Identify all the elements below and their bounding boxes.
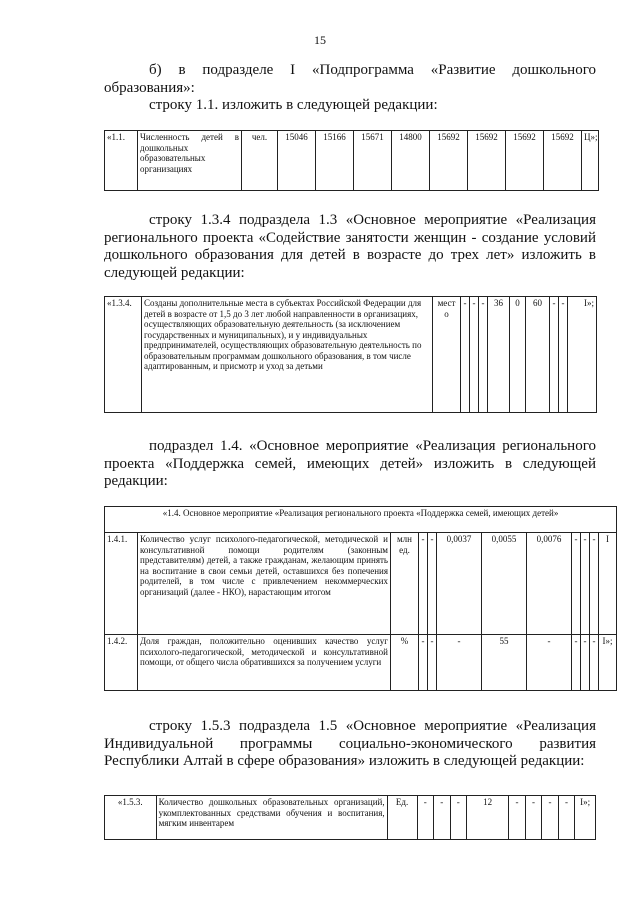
value-cell: - xyxy=(525,796,542,840)
text-line: подраздел 1.4. «Основное мероприятие «Реализация регионального xyxy=(149,438,596,454)
row-end-mark: I»; xyxy=(568,297,597,413)
value-cell: - xyxy=(428,635,437,691)
unit: % xyxy=(391,635,419,691)
value-cell: - xyxy=(419,635,428,691)
value-cell: - xyxy=(450,796,467,840)
value-cell: - xyxy=(527,635,572,691)
value-cell: - xyxy=(581,635,590,691)
table-row-1-3-4 xyxy=(104,296,597,413)
value-cell: 60 xyxy=(526,297,550,413)
value-cell: 15671 xyxy=(354,131,392,191)
indicator-name: Численность детей в дошкольных образовательных организациях xyxy=(138,131,242,191)
value-cell: 15692 xyxy=(468,131,506,191)
value-cell: 0,0076 xyxy=(527,533,572,635)
value-cell: - xyxy=(479,297,488,413)
value-cell: - xyxy=(590,635,599,691)
page-number: 15 xyxy=(314,33,326,47)
value-cell: 0,0037 xyxy=(437,533,482,635)
value-cell: - xyxy=(550,297,559,413)
value-cell: - xyxy=(590,533,599,635)
value-cell: - xyxy=(428,533,437,635)
value-cell: 15046 xyxy=(278,131,316,191)
value-cell: 0 xyxy=(510,297,526,413)
value-cell: - xyxy=(417,796,434,840)
value-cell: - xyxy=(461,297,470,413)
paragraph-row-1-3-4 xyxy=(104,212,596,282)
value-cell: 0,0055 xyxy=(482,533,527,635)
row-number: 1.4.1. xyxy=(105,533,138,635)
value-cell: - xyxy=(437,635,482,691)
value-cell: - xyxy=(558,796,575,840)
indicator-name: Созданы дополнительные места в субъектах Российской Федерации для детей в возрасте от 1,5 до 3 лет любой направленности в организациях, осуществляющих образовательную деятельность (за исключением государственных и муниципальных), и у индивидуальных предпринимателей, осуществляющих образовательную деятельность по образовательным программам дошкольного образования, в том числе адаптированным, и присмотр и уход за детьми xyxy=(142,297,433,413)
indicator-name: Количество услуг психолого-педагогической, методической и консультативной помощи родителям (законным представителям) детей, а также гражданам, желающим принять на воспитание в свои семьи детей, оставшихся без попечения родителей, в том числе с привлечением некоммерческих организаций (далее - НКО), нарастающим итогом xyxy=(138,533,391,635)
value-cell: 12 xyxy=(467,796,509,840)
value-cell: 14800 xyxy=(392,131,430,191)
row-number: «1.3.4. xyxy=(105,297,142,413)
value-cell: 15692 xyxy=(544,131,582,191)
text-line: строку 1.3.4 подраздела 1.3 «Основное мероприятие «Реализация xyxy=(149,212,596,228)
value-cell: - xyxy=(419,533,428,635)
value-cell: 36 xyxy=(488,297,510,413)
row-end-mark: Ц»; xyxy=(582,131,599,191)
value-cell: 15692 xyxy=(430,131,468,191)
unit: млн ед. xyxy=(391,533,419,635)
value-cell: - xyxy=(572,635,581,691)
value-cell: - xyxy=(572,533,581,635)
text-line: регионального проекта «Содействие занятости женщин - создание условий xyxy=(104,229,596,246)
value-cell: 15692 xyxy=(506,131,544,191)
value-cell: - xyxy=(434,796,451,840)
text-line: дошкольного образования для детей в возрасте до трех лет» изложить в xyxy=(104,247,596,263)
value-cell: 15166 xyxy=(316,131,354,191)
value-cell: - xyxy=(509,796,526,840)
text-line: редакции: xyxy=(104,473,168,489)
paragraph-subsection-b xyxy=(104,62,596,115)
unit: чел. xyxy=(242,131,278,191)
value-cell: - xyxy=(470,297,479,413)
row-number: «1.5.3. xyxy=(105,796,157,840)
text-line: Индивидуальной программы социально-экономического развития xyxy=(104,735,596,752)
row-end-mark: I»; xyxy=(575,796,596,840)
value-cell: 55 xyxy=(482,635,527,691)
section-header: «1.4. Основное мероприятие «Реализация регионального проекта «Поддержка семей, имеющих детей» xyxy=(105,507,617,533)
value-cell: - xyxy=(559,297,568,413)
value-cell: - xyxy=(581,533,590,635)
text-line: следующей редакции: xyxy=(104,264,245,281)
table-subsection-1-4 xyxy=(104,506,617,691)
row-number: 1.4.2. xyxy=(105,635,138,691)
text-line: б) в подразделе I «Подпрограмма «Развитие дошкольного xyxy=(149,62,596,78)
text-line: проекта «Поддержка семей, имеющих детей» изложить в следующей xyxy=(104,455,596,472)
text-line: Республики Алтай в сфере образования» изложить в следующей редакции: xyxy=(104,753,585,769)
unit: Ед. xyxy=(387,796,417,840)
paragraph-subsection-1-4 xyxy=(104,438,596,491)
row-number: «1.1. xyxy=(105,131,138,191)
text-line: образования»: xyxy=(104,79,195,96)
table-row-1-1 xyxy=(104,130,599,191)
row-end-mark: I xyxy=(599,533,617,635)
indicator-name: Количество дошкольных образовательных организаций, укомплектованных средствами обучения и воспитания, мягким инвентарем xyxy=(156,796,387,840)
indicator-name: Доля граждан, положительно оценивших качество услуг психолого-педагогической, методической и консультативной помощи, от общего числа обратившихся за получением услуги xyxy=(138,635,391,691)
text-line: строку 1.5.3 подраздела 1.5 «Основное мероприятие «Реализация xyxy=(149,718,596,734)
value-cell: - xyxy=(542,796,559,840)
paragraph-row-1-5-3 xyxy=(104,718,596,771)
row-end-mark: I»; xyxy=(599,635,617,691)
unit: мест о xyxy=(433,297,461,413)
table-row-1-5-3 xyxy=(104,795,596,840)
text-line: строку 1.1. изложить в следующей редакции: xyxy=(149,97,438,113)
